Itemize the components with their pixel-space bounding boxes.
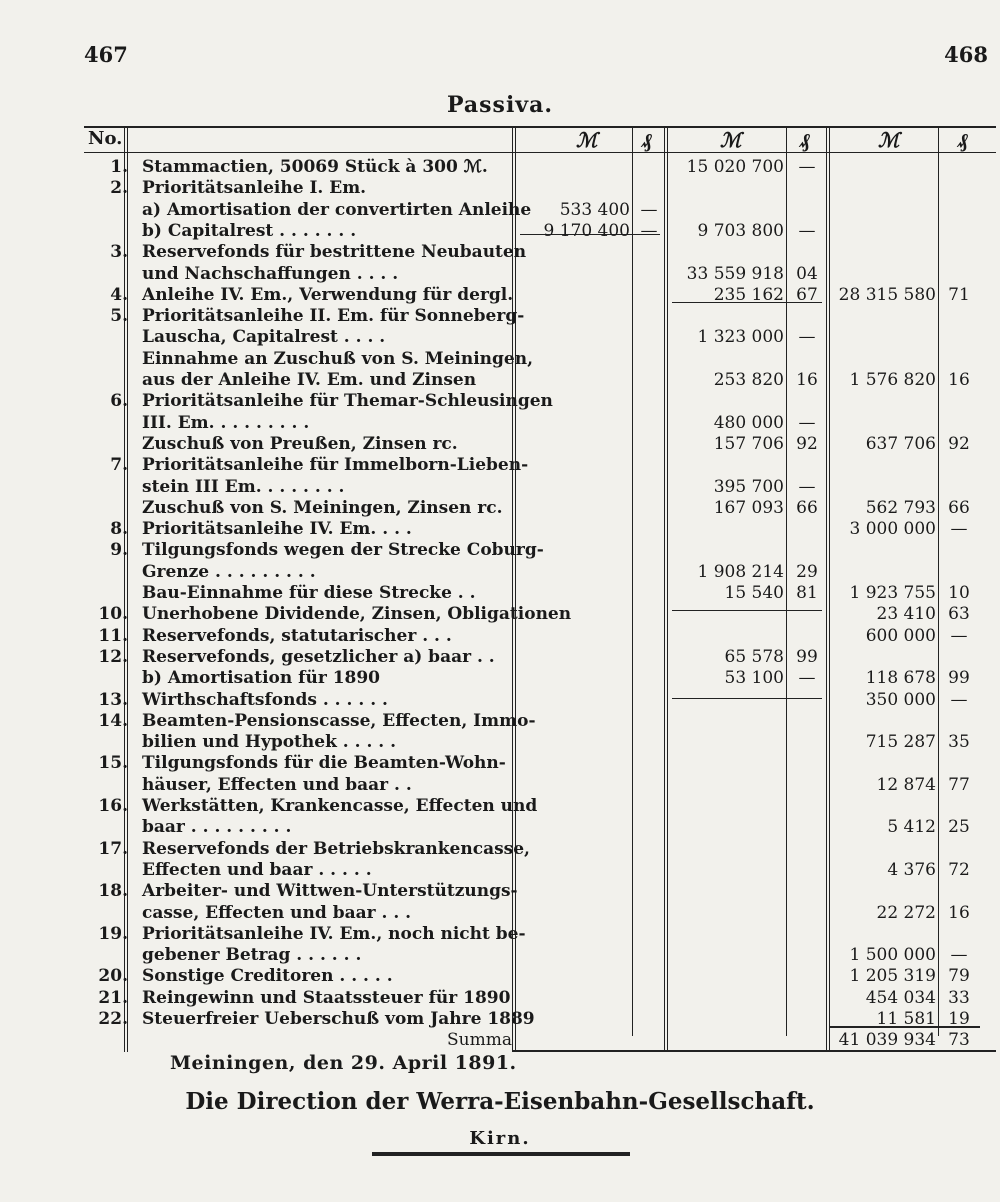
cell-p1: — (640, 199, 658, 220)
cell-v3: 562 793 (865, 497, 936, 518)
cell-v2: 53 100 (724, 668, 784, 689)
cell-txt: gebener Betrag . . . . . . (142, 945, 362, 966)
cell-v1: 533 400 (559, 199, 630, 220)
table-row (0, 412, 1000, 434)
cell-txt: Prioritätsanleihe IV. Em., noch nicht be- (142, 923, 526, 944)
unit-mark-3: ℳ (878, 128, 900, 152)
cell-txt: Effecten und baar . . . . . (142, 859, 372, 880)
cell-p2: 29 (796, 561, 818, 582)
cell-v3: 5 412 (887, 817, 936, 838)
table-row (0, 838, 1000, 860)
table-row (0, 625, 1000, 647)
cell-v2: 480 000 (713, 412, 784, 433)
table-row (0, 859, 1000, 881)
cell-v3: 3 000 000 (849, 519, 936, 540)
company-name: Die Direction der Werra-Eisenbahn-Gesellschaft. (185, 1088, 815, 1115)
cell-no: 5. (110, 306, 128, 327)
table-row (0, 944, 1000, 966)
cell-p2: — (798, 668, 816, 689)
closing-rule (372, 1152, 630, 1156)
unit-pf-1: ₰ (642, 128, 652, 152)
table-row (0, 241, 1000, 263)
cell-p3: 73 (948, 1030, 970, 1051)
cell-txt: Tilgungsfonds für die Beamten-Wohn- (142, 753, 506, 774)
cell-txt: Stammactien, 50069 Stück à 300 ℳ. (142, 157, 488, 177)
table-row (0, 348, 1000, 370)
cell-txt: Reingewinn und Staatssteuer für 1890 (142, 987, 511, 1008)
table-row (0, 689, 1000, 711)
cell-v3: 118 678 (865, 668, 936, 689)
unit-mark-2: ℳ (720, 128, 742, 152)
place-date: Meiningen, den 29. April 1891. (170, 1052, 517, 1074)
page-number-right: 468 (944, 42, 988, 67)
table-row (0, 263, 1000, 285)
cell-no: 20. (98, 966, 128, 987)
cell-txt: Arbeiter- und Wittwen-Unterstützungs- (142, 881, 518, 902)
cell-p3: 25 (948, 817, 970, 838)
cell-p3: 63 (948, 604, 970, 625)
cell-txt: b) Capitalrest . . . . . . . (142, 220, 357, 241)
table-row (0, 156, 1000, 178)
cell-v2: 9 703 800 (697, 220, 784, 241)
cell-p2: — (798, 157, 816, 177)
table-row (0, 965, 1000, 987)
cell-v3: 600 000 (865, 625, 936, 646)
cell-p3: 72 (948, 859, 970, 880)
cell-p3: 92 (948, 433, 970, 454)
cell-p3: — (950, 519, 968, 540)
cell-no: 18. (98, 881, 128, 902)
cell-p2: — (798, 327, 816, 348)
cell-txt: Reservefonds, statutarischer . . . (142, 625, 452, 646)
cell-no: 8. (110, 519, 128, 540)
table-row (0, 369, 1000, 391)
cell-txt: baar . . . . . . . . . (142, 817, 292, 838)
cell-txt: Zuschuß von Preußen, Zinsen rc. (142, 433, 458, 454)
cell-v3: 11 581 (876, 1009, 936, 1029)
cell-v3: 1 576 820 (849, 370, 936, 390)
cell-txt: Zuschuß von S. Meiningen, Zinsen rc. (142, 497, 503, 518)
cell-v2: 395 700 (713, 476, 784, 497)
cell-txt: Unerhobene Dividende, Zinsen, Obligationen (142, 604, 572, 625)
table-row (0, 1029, 1000, 1051)
cell-txt: Reservefonds, gesetzlicher a) baar . . (142, 646, 495, 667)
cell-v3: 22 272 (876, 902, 936, 923)
table-row (0, 497, 1000, 519)
table-row (0, 603, 1000, 625)
table-row (0, 1008, 1000, 1030)
cell-txt: Werkstätten, Krankencasse, Effecten und (142, 796, 538, 816)
table-row (0, 433, 1000, 455)
cell-txt: Summa (447, 1030, 512, 1051)
cell-p3: 33 (948, 987, 970, 1008)
table-row (0, 518, 1000, 540)
table-row (0, 923, 1000, 945)
cell-no: 13. (98, 689, 128, 710)
cell-p2: 99 (796, 646, 818, 667)
cell-txt: Lauscha, Capitalrest . . . . (142, 327, 386, 348)
cell-v2: 33 559 918 (686, 263, 784, 284)
cell-p2: 81 (796, 583, 818, 603)
cell-no: 2. (110, 178, 128, 199)
cell-txt: bilien und Hypothek . . . . . (142, 732, 397, 753)
cell-txt: Steuerfreier Ueberschuß vom Jahre 1889 (142, 1009, 535, 1029)
cell-txt: Beamten-Pensionscasse, Effecten, Immo- (142, 710, 536, 731)
table-row (0, 902, 1000, 924)
cell-v2: 15 020 700 (686, 157, 784, 177)
cell-no: 15. (98, 753, 128, 774)
cell-p3: 99 (948, 668, 970, 689)
cell-txt: Bau-Einnahme für diese Strecke . . (142, 583, 476, 603)
cell-txt: Prioritätsanleihe IV. Em. . . . (142, 519, 412, 540)
cell-v2: 15 540 (724, 583, 784, 603)
cell-v3: 1 500 000 (849, 945, 936, 966)
cell-v2: 167 093 (713, 497, 784, 518)
cell-txt: aus der Anleihe IV. Em. und Zinsen (142, 370, 477, 390)
cell-p3: 35 (948, 732, 970, 753)
cell-v3: 1 205 319 (849, 966, 936, 987)
cell-no: 1. (110, 157, 128, 177)
cell-p3: — (950, 945, 968, 966)
cell-no: 10. (98, 604, 128, 625)
unit-pf-2: ₰ (800, 128, 810, 152)
cell-v3: 1 923 755 (849, 583, 936, 603)
table-row (0, 795, 1000, 817)
cell-txt: stein III Em. . . . . . . . (142, 476, 345, 497)
cell-v2: 253 820 (713, 370, 784, 390)
cell-p3: 19 (948, 1009, 970, 1029)
cell-no: 6. (110, 391, 128, 412)
cell-txt: Prioritätsanleihe für Immelborn-Lieben- (142, 455, 529, 476)
cell-no: 22. (98, 1009, 128, 1029)
table-row (0, 667, 1000, 689)
table-row (0, 646, 1000, 668)
cell-txt: und Nachschaffungen . . . . (142, 263, 399, 284)
cell-p2: 92 (796, 433, 818, 454)
table-row (0, 220, 1000, 242)
table-row (0, 326, 1000, 348)
cell-no: 12. (98, 646, 128, 667)
cell-p2: 16 (796, 370, 818, 390)
cell-txt: häuser, Effecten und baar . . (142, 774, 412, 795)
cell-v2: 235 162 (713, 284, 784, 305)
table-row (0, 305, 1000, 327)
cell-p2: — (798, 412, 816, 433)
table-row (0, 390, 1000, 412)
table-row (0, 476, 1000, 498)
cell-txt: Grenze . . . . . . . . . (142, 561, 316, 582)
cell-p3: 66 (948, 497, 970, 518)
cell-p3: — (950, 625, 968, 646)
cell-p1: — (640, 220, 658, 241)
cell-txt: Tilgungsfonds wegen der Strecke Coburg- (142, 540, 544, 561)
cell-no: 14. (98, 710, 128, 731)
cell-p2: 66 (796, 497, 818, 518)
cell-txt: Prioritätsanleihe für Themar-Schleusingen (142, 391, 553, 412)
cell-p3: 16 (948, 370, 970, 390)
cell-no: 4. (110, 284, 128, 305)
cell-txt: Einnahme an Zuschuß von S. Meiningen, (142, 348, 534, 369)
cell-v3: 4 376 (887, 859, 936, 880)
table-row (0, 454, 1000, 476)
cell-v3: 637 706 (865, 433, 936, 454)
cell-v3: 454 034 (865, 987, 936, 1008)
table-title: Passiva. (446, 92, 554, 118)
cell-v2: 1 908 214 (697, 561, 784, 582)
cell-p3: 16 (948, 902, 970, 923)
table-row (0, 561, 1000, 583)
cell-txt: Wirthschaftsfonds . . . . . . (142, 689, 388, 710)
cell-v3: 350 000 (865, 689, 936, 710)
cell-txt: a) Amortisation der convertirten Anleihe (142, 199, 532, 220)
table-row (0, 880, 1000, 902)
cell-no: 7. (110, 455, 128, 476)
page-number-left: 467 (84, 42, 128, 67)
table-row (0, 710, 1000, 732)
cell-p3: 10 (948, 583, 970, 603)
table-row (0, 752, 1000, 774)
cell-txt: casse, Effecten und baar . . . (142, 902, 412, 923)
cell-txt: b) Amortisation für 1890 (142, 668, 381, 689)
table-row (0, 731, 1000, 753)
cell-p3: — (950, 689, 968, 710)
cell-p3: 77 (948, 774, 970, 795)
cell-no: 17. (98, 838, 128, 859)
cell-no: 11. (98, 625, 128, 646)
cell-v3: 12 874 (876, 774, 936, 795)
cell-p3: 71 (948, 284, 970, 305)
table-row (0, 582, 1000, 604)
cell-v2: 65 578 (724, 646, 784, 667)
cell-txt: Prioritätsanleihe II. Em. für Sonneberg- (142, 306, 525, 327)
cell-txt: Reservefonds für bestrittene Neubauten (142, 242, 527, 263)
cell-v3: 28 315 580 (838, 284, 936, 305)
unit-pf-3: ₰ (958, 128, 968, 152)
cell-txt: Sonstige Creditoren . . . . . (142, 966, 393, 987)
header-no: No. (88, 128, 123, 149)
cell-p2: 04 (796, 263, 818, 284)
table-row (0, 539, 1000, 561)
cell-txt: Anleihe IV. Em., Verwendung für dergl. (142, 284, 514, 305)
signature: Kirn. (469, 1128, 531, 1149)
cell-no: 19. (98, 923, 128, 944)
table-top-rule (84, 126, 996, 128)
unit-mark-1: ℳ (576, 128, 598, 152)
cell-txt: Prioritätsanleihe I. Em. (142, 178, 367, 199)
cell-v3: 23 410 (876, 604, 936, 625)
cell-v1: 9 170 400 (543, 220, 630, 241)
table-row (0, 177, 1000, 199)
cell-v2: 157 706 (713, 433, 784, 454)
table-row (0, 816, 1000, 838)
header-rule (84, 152, 996, 153)
cell-no: 9. (110, 540, 128, 561)
cell-v2: 1 323 000 (697, 327, 784, 348)
cell-txt: III. Em. . . . . . . . . (142, 412, 310, 433)
cell-v3: 715 287 (865, 732, 936, 753)
table-row (0, 284, 1000, 306)
cell-p2: 67 (796, 284, 818, 305)
cell-p2: — (798, 220, 816, 241)
cell-v3: 41 039 934 (838, 1030, 936, 1051)
cell-no: 16. (98, 796, 128, 816)
cell-p3: 79 (948, 966, 970, 987)
table-row (0, 987, 1000, 1009)
cell-txt: Reservefonds der Betriebskrankencasse, (142, 838, 530, 859)
cell-no: 21. (98, 987, 128, 1008)
table-row (0, 774, 1000, 796)
cell-p2: — (798, 476, 816, 497)
table-row (0, 199, 1000, 221)
cell-no: 3. (110, 242, 128, 263)
